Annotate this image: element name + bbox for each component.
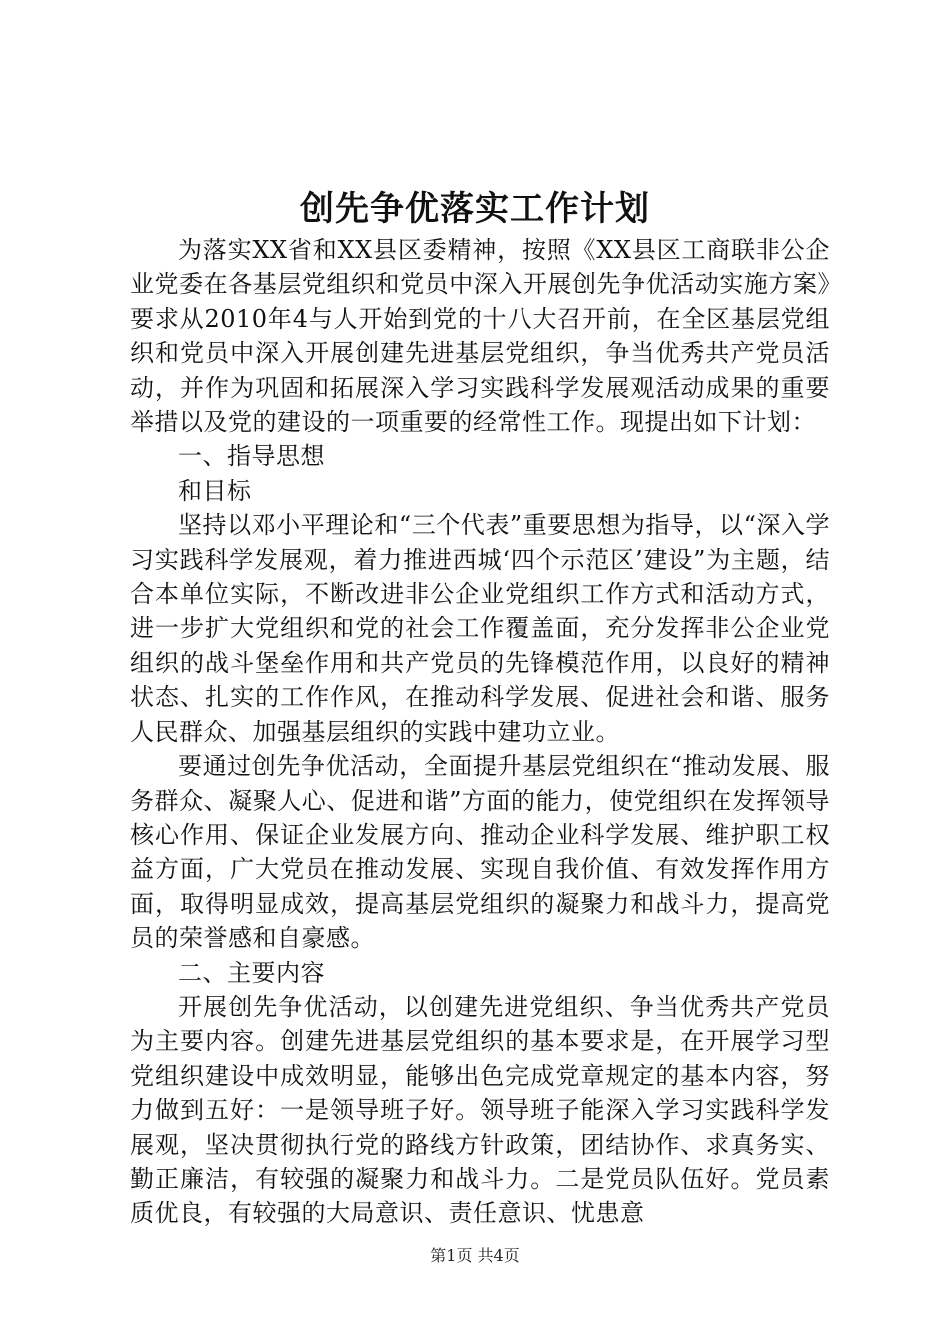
section-heading-main-content: 二、主要内容 [178,958,325,987]
document-title: 创先争优落实工作计划 [300,189,650,229]
section-heading-goal: 和目标 [178,476,252,505]
main-content-paragraph: 开展创先争优活动，以创建先进党组织、争当优秀共产党员为主要内容。创建先进基层党组织的基本要求是，在开展学习型党组织建设中成效明显，能够出色完成党章规定的基本内容，努力做到五好：一是领导班子好。领导班子能深入学习实践科学发展观，坚决贯彻执行党的路线方针政策，团结协作、求真务实、勤正廉洁，有较强的凝聚力和战斗力。二是党员队伍好。党员素质优良，有较强的大局意识、责任意识、忧患意 [130,992,830,1228]
document-body [130,233,830,1231]
guiding-thought-paragraph: 坚持以邓小平理论和“三个代表”重要思想为指导，以“深入学习实践科学发展观，着力推进西城‘四个示范区’建设”为主题，结合本单位实际，不断改进非公企业党组织工作方式和活动方式，进一步扩大党组织和党的社会工作覆盖面，充分发挥非公企业党组织的战斗堡垒作用和共产党员的先锋模范作用，以良好的精神状态、扎实的工作作风，在推动科学发展、促进社会和谐、服务人民群众、加强基层组织的实践中建功立业。 [130,511,830,746]
goal-paragraph: 要通过创先争优活动，全面提升基层党组织在“推动发展、服务群众、凝聚人心、促进和谐”方面的能力，使党组织在发挥领导核心作用、保证企业发展方向、推动企业科学发展、维护职工权益方面，广大党员在推动发展、实现自我价值、有效发挥作用方面，取得明显成效，提高基层党组织的凝聚力和战斗力，提高党员的荣誉感和自豪感。 [130,752,830,953]
section-heading-guiding-thought: 一、指导思想 [178,442,325,471]
intro-paragraph: 为落实XX省和XX县区委精神，按照《XX县区工商联非公企业党委在各基层党组织和党员中深入开展创先争优活动实施方案》要求从2010年4与人开始到党的十八大召开前，在全区基层党组织和党员中深入开展创建先进基层党组织，争当优秀共产党员活动，并作为巩固和拓展深入学习实践科学发展观活动成果的重要举措以及党的建设的一项重要的经常性工作。现提出如下计划： [130,236,830,437]
page-footer: 第1页 共4页 [430,1246,520,1265]
